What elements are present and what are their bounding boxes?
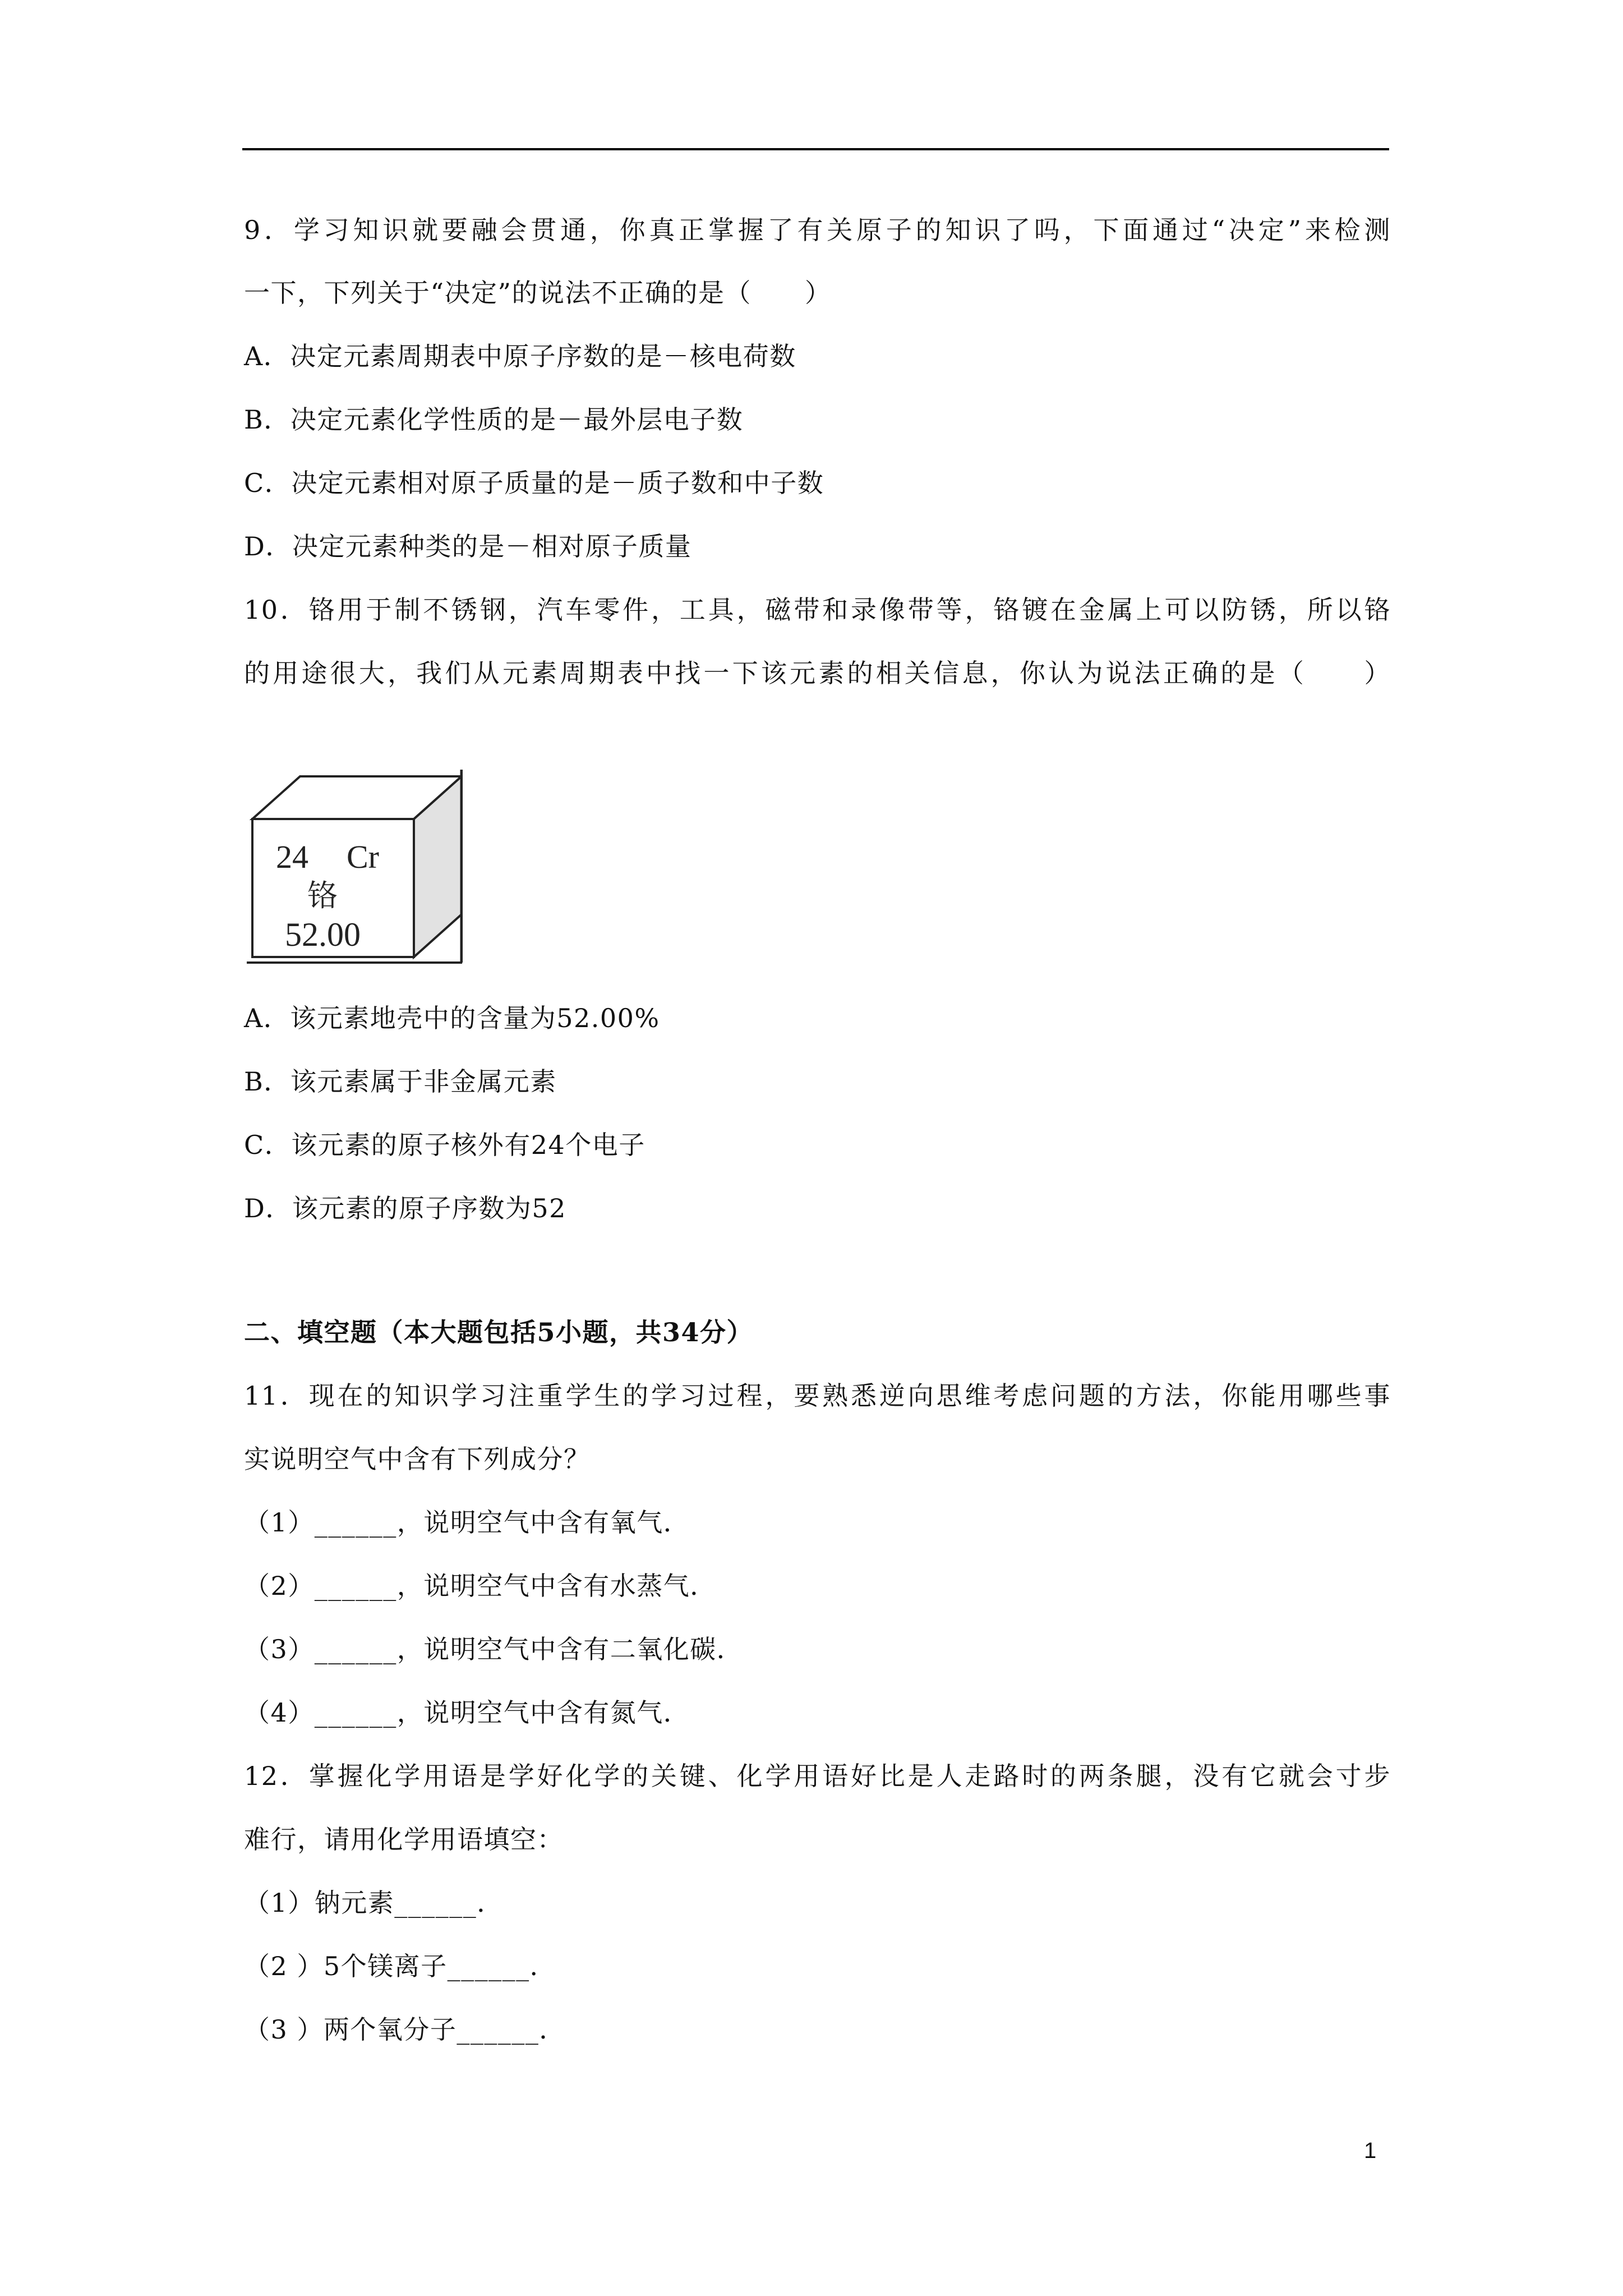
q10-stem-line-2: 的用途很大，我们从元素周期表中找一下该元素的相关信息，你认为说法正确的是（ ） xyxy=(244,658,1391,688)
q9-option-b: B．决定元素化学性质的是－最外层电子数 xyxy=(244,404,744,435)
q9-option-d: D．决定元素种类的是－相对原子质量 xyxy=(244,531,692,562)
q11-item-1: （1）______，说明空气中含有氧气． xyxy=(244,1507,690,1538)
q10-option-c: C．该元素的原子核外有24个电子 xyxy=(244,1130,645,1160)
q12-stem-line-1: 12．掌握化学用语是学好化学的关键、化学用语好比是人走路时的两条腿，没有它就会寸步 xyxy=(244,1761,1391,1791)
q10-stem-line-1: 10．铬用于制不锈钢，汽车零件，工具，磁带和录像带等，铬镀在金属上可以防锈，所以铬 xyxy=(244,595,1391,625)
q11-item-2: （2）______，说明空气中含有水蒸气． xyxy=(244,1571,717,1601)
element-symbol: Cr xyxy=(347,839,379,875)
q12-item-2: （2 ）5个镁离子______． xyxy=(244,1951,557,1981)
q11-stem-line-2: 实说明空气中含有下列成分？ xyxy=(244,1444,591,1474)
section-2-title: 二、填空题（本大题包括5小题，共34分） xyxy=(244,1317,754,1347)
element-atomic-number: 24 xyxy=(276,839,308,875)
element-atomic-mass: 52.00 xyxy=(285,916,361,953)
q9-stem-line-2: 一下，下列关于“决定”的说法不正确的是（ ） xyxy=(244,278,832,308)
q10-option-a: A．该元素地壳中的含量为52.00% xyxy=(244,1003,660,1033)
q10-option-d: D．该元素的原子序数为52 xyxy=(244,1193,566,1223)
q12-stem-line-2: 难行，请用化学用语填空： xyxy=(244,1824,564,1855)
q11-item-4: （4）______，说明空气中含有氮气． xyxy=(244,1697,690,1728)
q9-stem-line-1: 9．学习知识就要融会贯通，你真正掌握了有关原子的知识了吗，下面通过“决定”来检测 xyxy=(244,215,1391,245)
q9-option-c: C．决定元素相对原子质量的是－质子数和中子数 xyxy=(244,468,824,498)
q11-item-3: （3）______，说明空气中含有二氧化碳． xyxy=(244,1634,744,1664)
q11-stem-line-1: 11．现在的知识学习注重学生的学习过程，要熟悉逆向思维考虑问题的方法，你能用哪些事 xyxy=(244,1381,1391,1411)
q9-option-a: A．决定元素周期表中原子序数的是－核电荷数 xyxy=(244,341,796,371)
element-card-chromium xyxy=(247,770,463,972)
page-number: 1 xyxy=(1364,2138,1377,2163)
q10-option-b: B．该元素属于非金属元素 xyxy=(244,1066,557,1097)
element-name: 铬 xyxy=(307,878,338,913)
q12-item-1: （1）钠元素______． xyxy=(244,1888,504,1918)
q12-item-3: （3 ）两个氧分子______． xyxy=(244,2014,566,2045)
header-rule xyxy=(242,148,1389,150)
